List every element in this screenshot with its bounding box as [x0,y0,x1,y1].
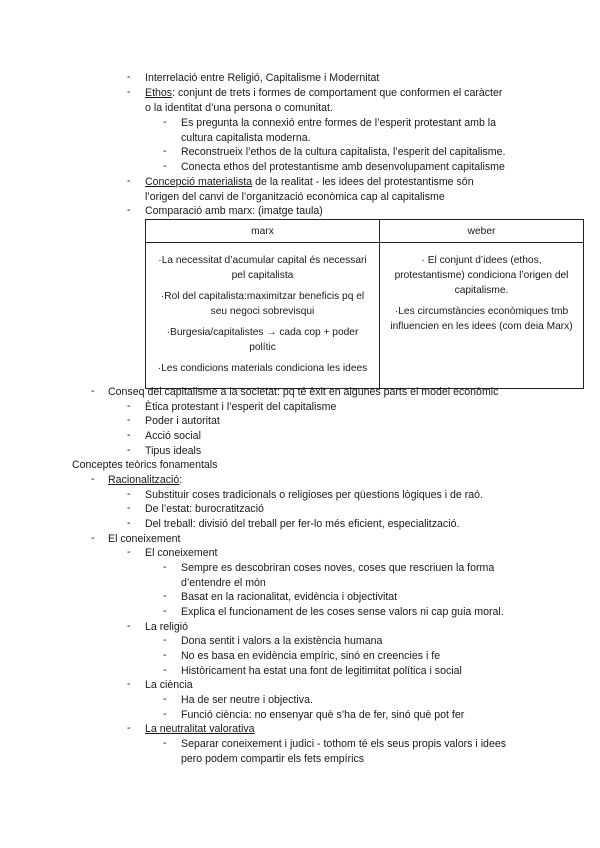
conseq-item: Poder i autoritat [145,415,220,427]
weber-point: · El conjunt d’idees (ethos, protestantisme) condiciona l’origen del capitalisme. [394,255,569,296]
racionalitzacio-item: De l’estat: burocratització [145,503,264,515]
conseq-item: Ètica protestant i l’esperit del capitalisme [145,401,337,413]
ciencia-title: La ciència [145,679,193,691]
ethos-sub-item: Es pregunta la connexió entre formes de l’esperit protestant amb la [181,117,497,129]
bullet-dash: - [163,116,167,128]
marx-point: ·La necessitat d’acumular capital és necessari pel capitalista [158,255,367,281]
ethos-line-2: o la identitat d’una persona o comunitat. [145,102,333,114]
religio-item: Dona sentit i valors a la existència humana [181,635,383,647]
bullet-dash: - [127,71,131,83]
conseq-item: Acció social [145,430,201,442]
religio-title: La religió [145,621,188,633]
bullet-dash: - [127,175,131,187]
coneixement-item: Explica el funcionament de les coses sense valors ni cap guia moral. [181,606,504,618]
interrelacio-line: Interrelació entre Religió, Capitalisme i Modernitat [145,72,380,84]
bullet-dash: - [163,737,167,749]
ethos-sub-item: Conecta ethos del protestantisme amb desenvolupament capitalisme [181,161,505,173]
concepcio-term: Concepció materialista [145,176,253,188]
ciencia-item: Ha de ser neutre i objectiva. [181,694,313,706]
concepcio-line-2: l’origen del canvi de l’organització econòmica cap al capitalisme [145,191,445,203]
coneixement-subtitle: El coneixement [145,547,218,559]
racionalitzacio-item: Substituir coses tradicionals o religioses per qüestions lògiques i de raó. [145,489,484,501]
comparison-table [145,219,584,389]
bullet-dash: - [163,605,167,617]
marx-point: ·Rol del capitalista:maximitzar beneficis pq el seu negoci sobrevisqui [160,291,365,317]
bullet-dash: - [163,693,167,705]
ethos-sub-item-cont: cultura capitalista moderna. [181,132,311,144]
religio-item: Històricament ha estat una font de legitimitat política i social [181,665,462,677]
ciencia-item: Funció ciència: no ensenyar què s’ha de fer, sinó què pot fer [181,709,465,721]
coneixement-item-cont: d’entendre el món [181,577,266,589]
conseq-item: Tipus ideals [145,445,202,457]
bullet-dash: - [91,532,95,544]
racionalitzacio-item: Del treball: divisió del treball per fer-lo més eficient, especialització. [145,518,460,530]
bullet-dash: - [127,86,131,98]
bullet-dash: - [163,590,167,602]
bullet-dash: - [163,708,167,720]
bullet-dash: - [127,400,131,412]
bullet-dash: - [127,678,131,690]
ethos-sub-item: Reconstrueix l’ethos de la cultura capitalista, l’esperit del capitalisme. [181,146,506,158]
table-header-marx: marx [146,220,380,243]
comparacio-line: Comparació amb marx: (imatge taula) [145,205,323,217]
coneixement-item: Basat en la racionalitat, evidència i objectivitat [181,591,398,603]
weber-point: ·Les circumstàncies econòmiques tmb influencien en les idees (com deia Marx) [390,306,573,332]
neutralitat-item: Separar coneixement i judici - tothom té els seus propis valors i idees [181,738,507,750]
bullet-dash: - [127,429,131,441]
bullet-dash: - [127,722,131,734]
ethos-term: Ethos [145,87,173,99]
bullet-dash: - [127,444,131,456]
concepcio-line: Concepció materialista de la realitat - les idees del protestantisme són [145,176,474,188]
coneixement-item: Sempre es descobriran coses noves, coses que rescriuen la forma [181,562,495,574]
racionalitzacio-title: Racionalització: [108,474,183,486]
bullet-dash: - [163,664,167,676]
bullet-dash: - [127,620,131,632]
section-heading: Conceptes teòrics fonamentals [72,459,218,471]
bullet-dash: - [163,561,167,573]
bullet-dash: - [127,517,131,529]
bullet-dash: - [163,634,167,646]
religio-item: No es basa en evidència empíric, sinó en creencies i fe [181,650,441,662]
bullet-dash: - [163,649,167,661]
bullet-dash: - [127,502,131,514]
conseq-title: Conseq del capitalisme a la societat: pq té èxit en algunes parts el model econòmic [108,386,499,398]
marx-point: ·Burgesia/capitalistes → cada cop + poder polític [166,327,359,353]
bullet-dash: - [127,488,131,500]
bullet-dash: - [163,145,167,157]
neutralitat-title: La neutralitat valorativa [145,723,255,735]
marx-point: ·Les condicions materials condiciona les idees [157,363,368,374]
ethos-line: Ethos: conjunt de trets i formes de comportament que conformen el caràcter [145,87,503,99]
bullet-dash: - [91,473,95,485]
bullet-dash: - [91,385,95,397]
neutralitat-item-cont: pero podem compartir els fets empírics [181,753,365,765]
table-cell-marx [146,243,380,389]
bullet-dash: - [127,414,131,426]
bullet-dash: - [163,160,167,172]
table-cell-weber [380,243,584,389]
coneixement-title: El coneixement [108,533,181,545]
table-header-weber: weber [380,220,584,243]
bullet-dash: - [127,546,131,558]
bullet-dash: - [127,204,131,216]
